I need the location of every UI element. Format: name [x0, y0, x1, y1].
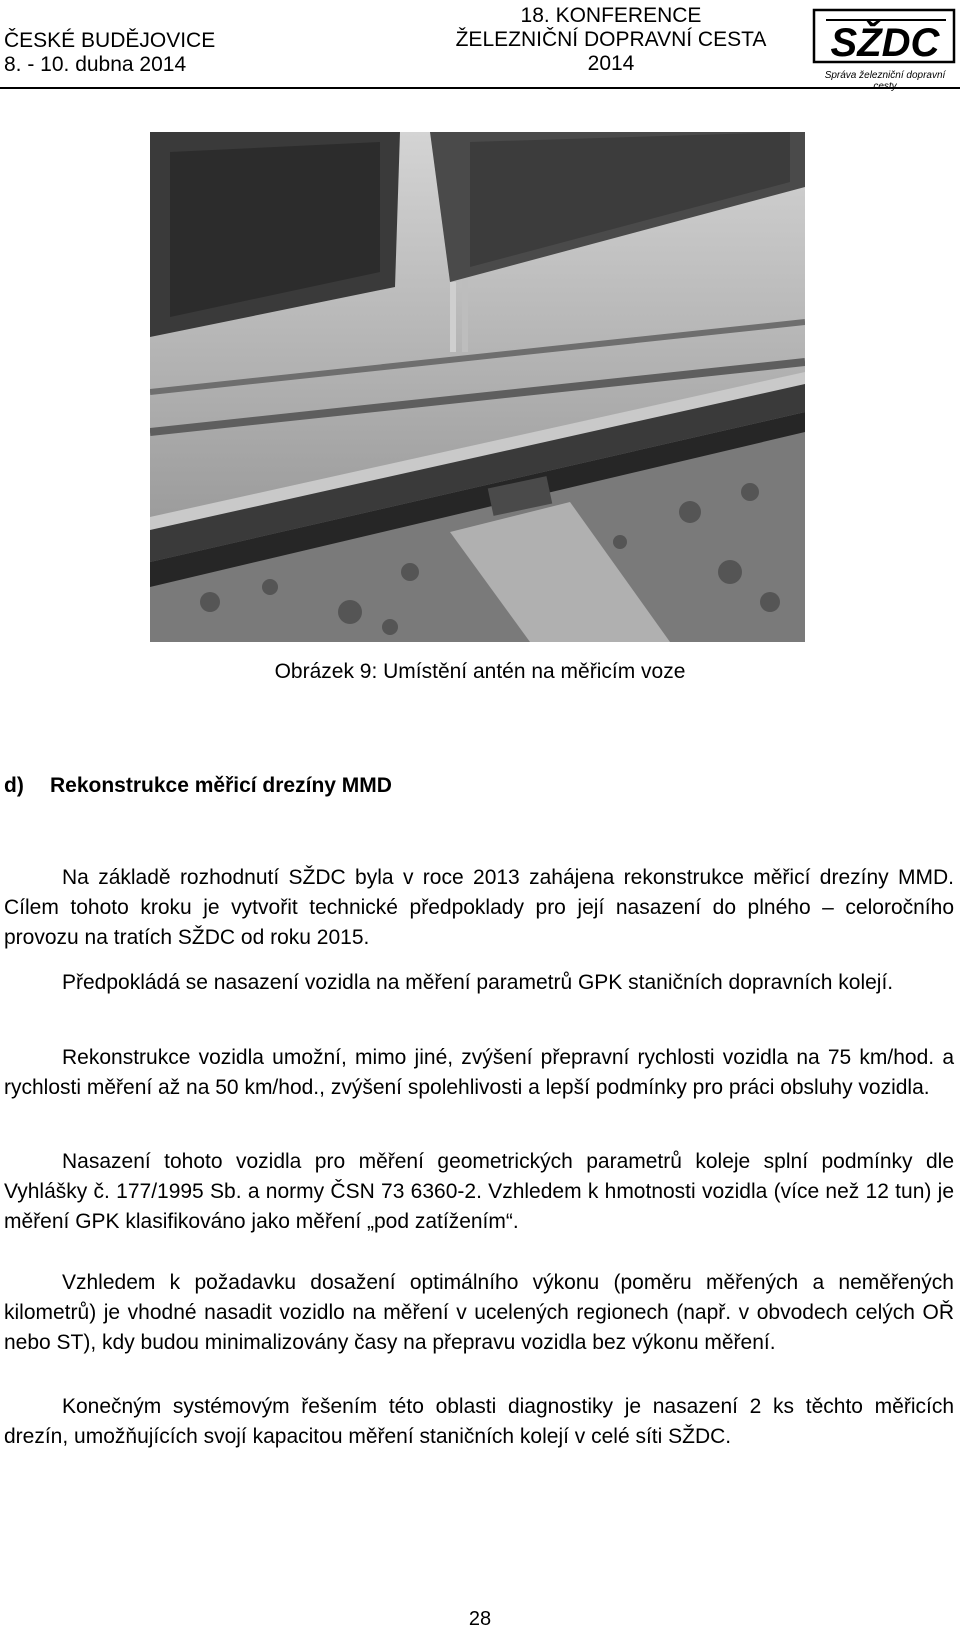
header-conference-line1: 18. KONFERENCE: [520, 4, 702, 27]
antenna-photo-image: [150, 132, 805, 642]
header-city: ČESKÉ BUDĚJOVICE: [4, 29, 216, 52]
header-divider: [0, 87, 960, 89]
antenna-photo: [150, 132, 805, 642]
header-conference-line2: ŽELEZNIČNÍ DOPRAVNÍ CESTA: [455, 28, 767, 51]
paragraph-text: Předpokládá se nasazení vozidla na měření parametrů GPK staničních dopravních kolejí.: [62, 971, 894, 994]
page-number: 28: [468, 1608, 492, 1630]
svg-text:SŽDC: SŽDC: [830, 21, 940, 65]
header-conference: [420, 4, 802, 76]
paragraph-4: [4, 1147, 954, 1237]
header-location: [4, 29, 215, 77]
figure-caption: Obrázek 9: Umístění antén na měřicím voze: [274, 660, 686, 683]
section-heading: [4, 774, 392, 798]
paragraph-3: [4, 1043, 954, 1103]
paragraph-text: Vzhledem k požadavku dosažení optimálního výkonu (poměru měřených a neměřených kilometrů) je vhodné nasadit vozidlo na měření v ucelených regionech (např. v obvodech celých OŘ nebo ST), kdy budou minimalizovány časy na přepravu vozidla bez výkonu měření.: [4, 1271, 954, 1354]
paragraph-text: Na základě rozhodnutí SŽDC byla v roce 2013 zahájena rekonstrukce měřicí drezíny MMD. Cílem tohoto kroku je vytvořit technické předpoklady pro její nasazení do plného – celoročního provozu na tratích SŽDC od roku 2015.: [4, 866, 954, 949]
paragraph-text: Nasazení tohoto vozidla pro měření geometrických parametrů koleje splní podmínky dle Vyhlášky č. 177/1995 Sb. a normy ČSN 73 6360-2. Vzhledem k hmotnosti vozidla (více než 12 tun) je měření GPK klasifikováno jako měření „pod zatížením“.: [4, 1150, 954, 1233]
header-conference-year: 2014: [587, 52, 635, 75]
paragraph-6: [4, 1392, 954, 1452]
section-title: Rekonstrukce měřicí drezíny MMD: [50, 774, 392, 797]
paragraph-1: [4, 863, 954, 953]
logo-caption: Správa železniční dopravní: [824, 70, 946, 81]
paragraph-2: [4, 968, 954, 998]
section-letter: d): [4, 774, 24, 797]
paragraph-text: Konečným systémovým řešením této oblasti diagnostiky je nasazení 2 ks těchto měřicích drezín, umožňujících svojí kapacitou měření staničních kolejí v celé síti SŽDC.: [4, 1395, 954, 1448]
paragraph-5: [4, 1268, 954, 1358]
paragraph-text: Rekonstrukce vozidla umožní, mimo jiné, zvýšení přepravní rychlosti vozidla na 75 km/hod. a rychlosti měření až na 50 km/hod., zvýšení spolehlivosti a lepší podmínky pro práci obsluhy vozidla.: [4, 1046, 954, 1099]
header-dates: 8. - 10. dubna 2014: [4, 53, 187, 76]
